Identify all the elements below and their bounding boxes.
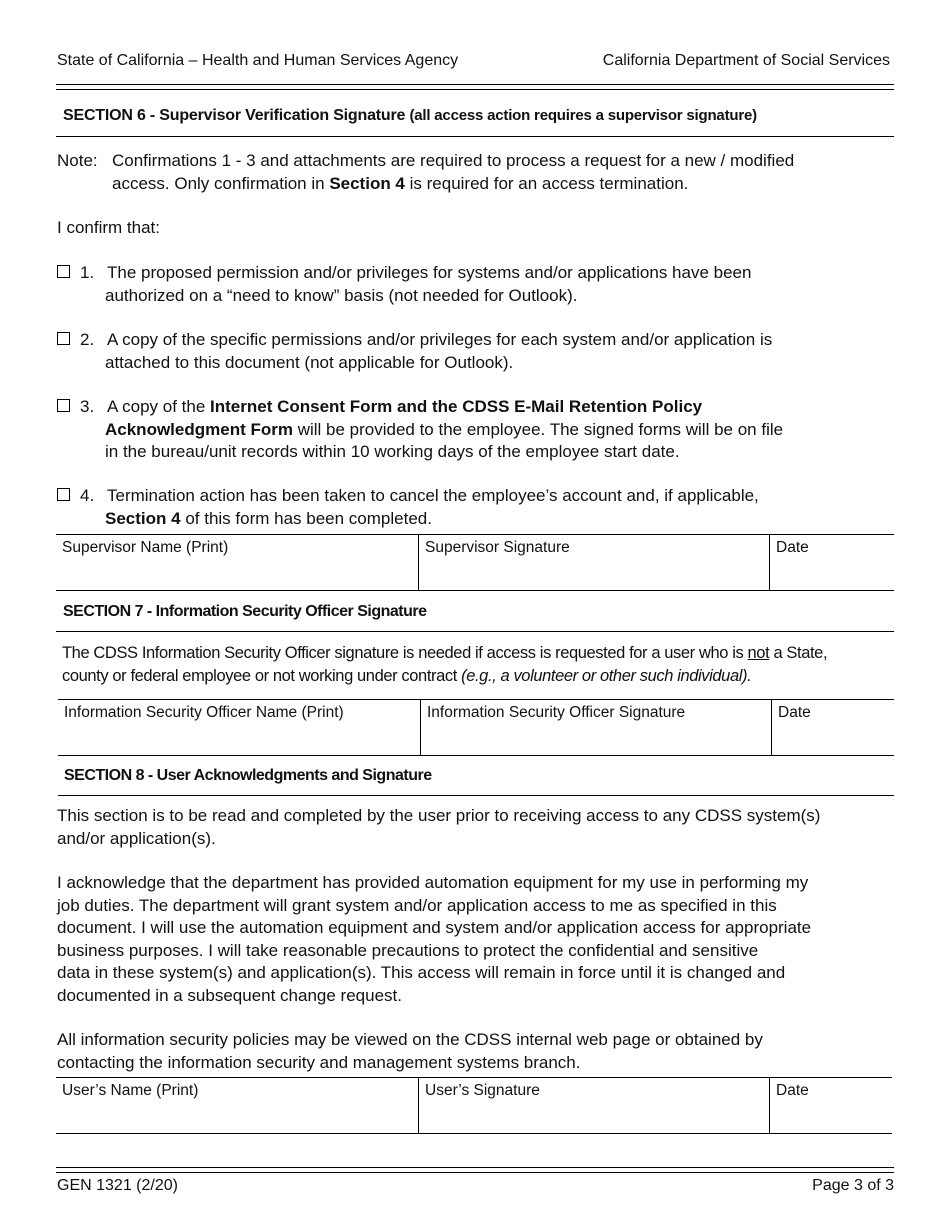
paragraph-line: business purposes. I will take reasonable precautions to protect the confidential and sensitive [57,940,759,960]
section-7-desc-b: a State, [769,644,828,662]
iso-date-field[interactable] [772,700,894,755]
department-header: California Department of Social Services [602,52,890,69]
note-line-1: Confirmations 1 - 3 and attachments are required to process a request for a new / modified [112,151,795,170]
item-1-line-1: The proposed permission and/or privileges for systems and/or applications have been [107,263,752,282]
supervisor-name-field[interactable] [56,535,418,590]
item-3-line-3: in the bureau/unit records within 10 working days of the employee start date. [105,442,680,461]
iso-signature-label: Information Security Officer Signature [427,704,686,721]
paragraph-line: documented in a subsequent change request. [57,985,402,1005]
section-8-paragraph-2 [57,872,897,1007]
confirmation-item-1 [57,262,877,307]
item-3-line-1a: A copy of the [107,397,211,416]
agency-header: State of California – Health and Human Services Agency [57,52,459,69]
paragraph-line: document. I will use the automation equipment and system and/or application access for appropriate [57,918,812,937]
section-7-desc-a: The CDSS Information Security Officer signature is needed if access is requested for a user who is [62,644,748,662]
confirmation-item-2 [57,329,877,374]
checkbox-1[interactable] [57,265,70,278]
iso-signature-field[interactable] [421,700,771,755]
item-3-line-2c: will be provided to the employee. The signed forms will be on file [292,419,784,439]
item-4-line-2b: Section 4 [105,508,181,528]
user-name-label: User’s Name (Print) [62,1082,199,1099]
section-7-desc-not: not [747,644,770,662]
page-number: Page 3 of 3 [812,1177,894,1194]
checkbox-2[interactable] [57,332,70,345]
paragraph-line: data in these system(s) and application(s). This access will remain in force until it is changed and [57,963,786,982]
note-line-2b: Section 4 [329,173,405,193]
supervisor-date-field[interactable] [770,535,894,590]
confirmation-item-3 [57,396,877,464]
note-line-2a: access. Only confirmation in [112,173,330,193]
iso-date-label: Date [778,704,811,721]
item-1-number: 1. [80,263,95,282]
item-4-line-1: Termination action has been taken to cancel the employee’s account and, if applicable, [107,486,759,505]
user-signature-field[interactable] [419,1078,769,1133]
user-date-field[interactable] [770,1078,892,1133]
user-name-field[interactable] [56,1078,418,1133]
supervisor-name-label: Supervisor Name (Print) [62,539,229,556]
item-1-line-2: authorized on a “need to know” basis (not needed for Outlook). [105,285,578,305]
section-6-title-main: SECTION 6 - Supervisor Verification Signature [63,107,406,124]
section-7-title: SECTION 7 - Information Security Officer Signature [63,603,427,620]
user-date-label: Date [776,1082,809,1099]
section-7-desc-line2: county or federal employee or not working under contract [62,667,462,685]
user-signature-row [56,1077,892,1134]
supervisor-signature-row [56,534,894,591]
form-id: GEN 1321 (2/20) [57,1177,178,1194]
item-3-number: 3. [80,397,95,416]
supervisor-date-label: Date [776,539,809,556]
paragraph-line: contacting the information security and management systems branch. [57,1052,581,1072]
section-7-description [62,642,892,688]
supervisor-signature-label: Supervisor Signature [425,539,570,556]
item-3-line-1b: Internet Consent Form and the CDSS E-Mail Retention Policy [210,397,703,416]
header-double-rule [56,84,894,90]
supervisor-signature-field[interactable] [419,535,769,590]
paragraph-line: All information security policies may be viewed on the CDSS internal web page or obtained by [57,1030,763,1049]
footer-double-rule [56,1167,894,1173]
note-line-2c: is required for an access termination. [404,173,689,193]
iso-signature-row [58,699,894,756]
section-8-title: SECTION 8 - User Acknowledgments and Signature [64,767,432,784]
section-6-rule [56,136,894,137]
paragraph-line: This section is to be read and completed by the user prior to receiving access to any CDSS system(s) [57,806,821,825]
checkbox-3[interactable] [57,399,70,412]
note-label: Note: [57,151,98,170]
section-8-paragraph-1 [57,805,897,850]
confirm-intro: I confirm that: [57,218,160,237]
section-6-note [57,150,897,195]
section-7-desc-italic: (e.g., a volunteer or other such individual). [461,667,752,685]
item-4-number: 4. [80,486,95,505]
iso-name-field[interactable] [58,700,420,755]
paragraph-line: I acknowledge that the department has provided automation equipment for my use in performing my [57,873,809,892]
paragraph-line: and/or application(s). [57,828,216,848]
item-4-line-2c: of this form has been completed. [180,508,432,528]
confirmation-item-4 [57,485,877,530]
item-2-line-1: A copy of the specific permissions and/or privileges for each system and/or application is [107,330,773,349]
item-3-line-2b: Acknowledgment Form [105,419,293,439]
user-signature-label: User’s Signature [425,1082,540,1099]
section-6-title-paren: (all access action requires a supervisor signature) [409,107,757,124]
checkbox-4[interactable] [57,488,70,501]
item-2-number: 2. [80,330,95,349]
section-8-paragraph-3 [57,1029,897,1074]
section-8-rule [58,795,894,796]
paragraph-line: job duties. The department will grant system and/or application access to me as specified in this [57,895,777,915]
section-7-rule [56,631,894,632]
iso-name-label: Information Security Officer Name (Print) [64,704,344,721]
item-2-line-2: attached to this document (not applicable for Outlook). [105,352,514,372]
section-6-title [63,107,757,125]
